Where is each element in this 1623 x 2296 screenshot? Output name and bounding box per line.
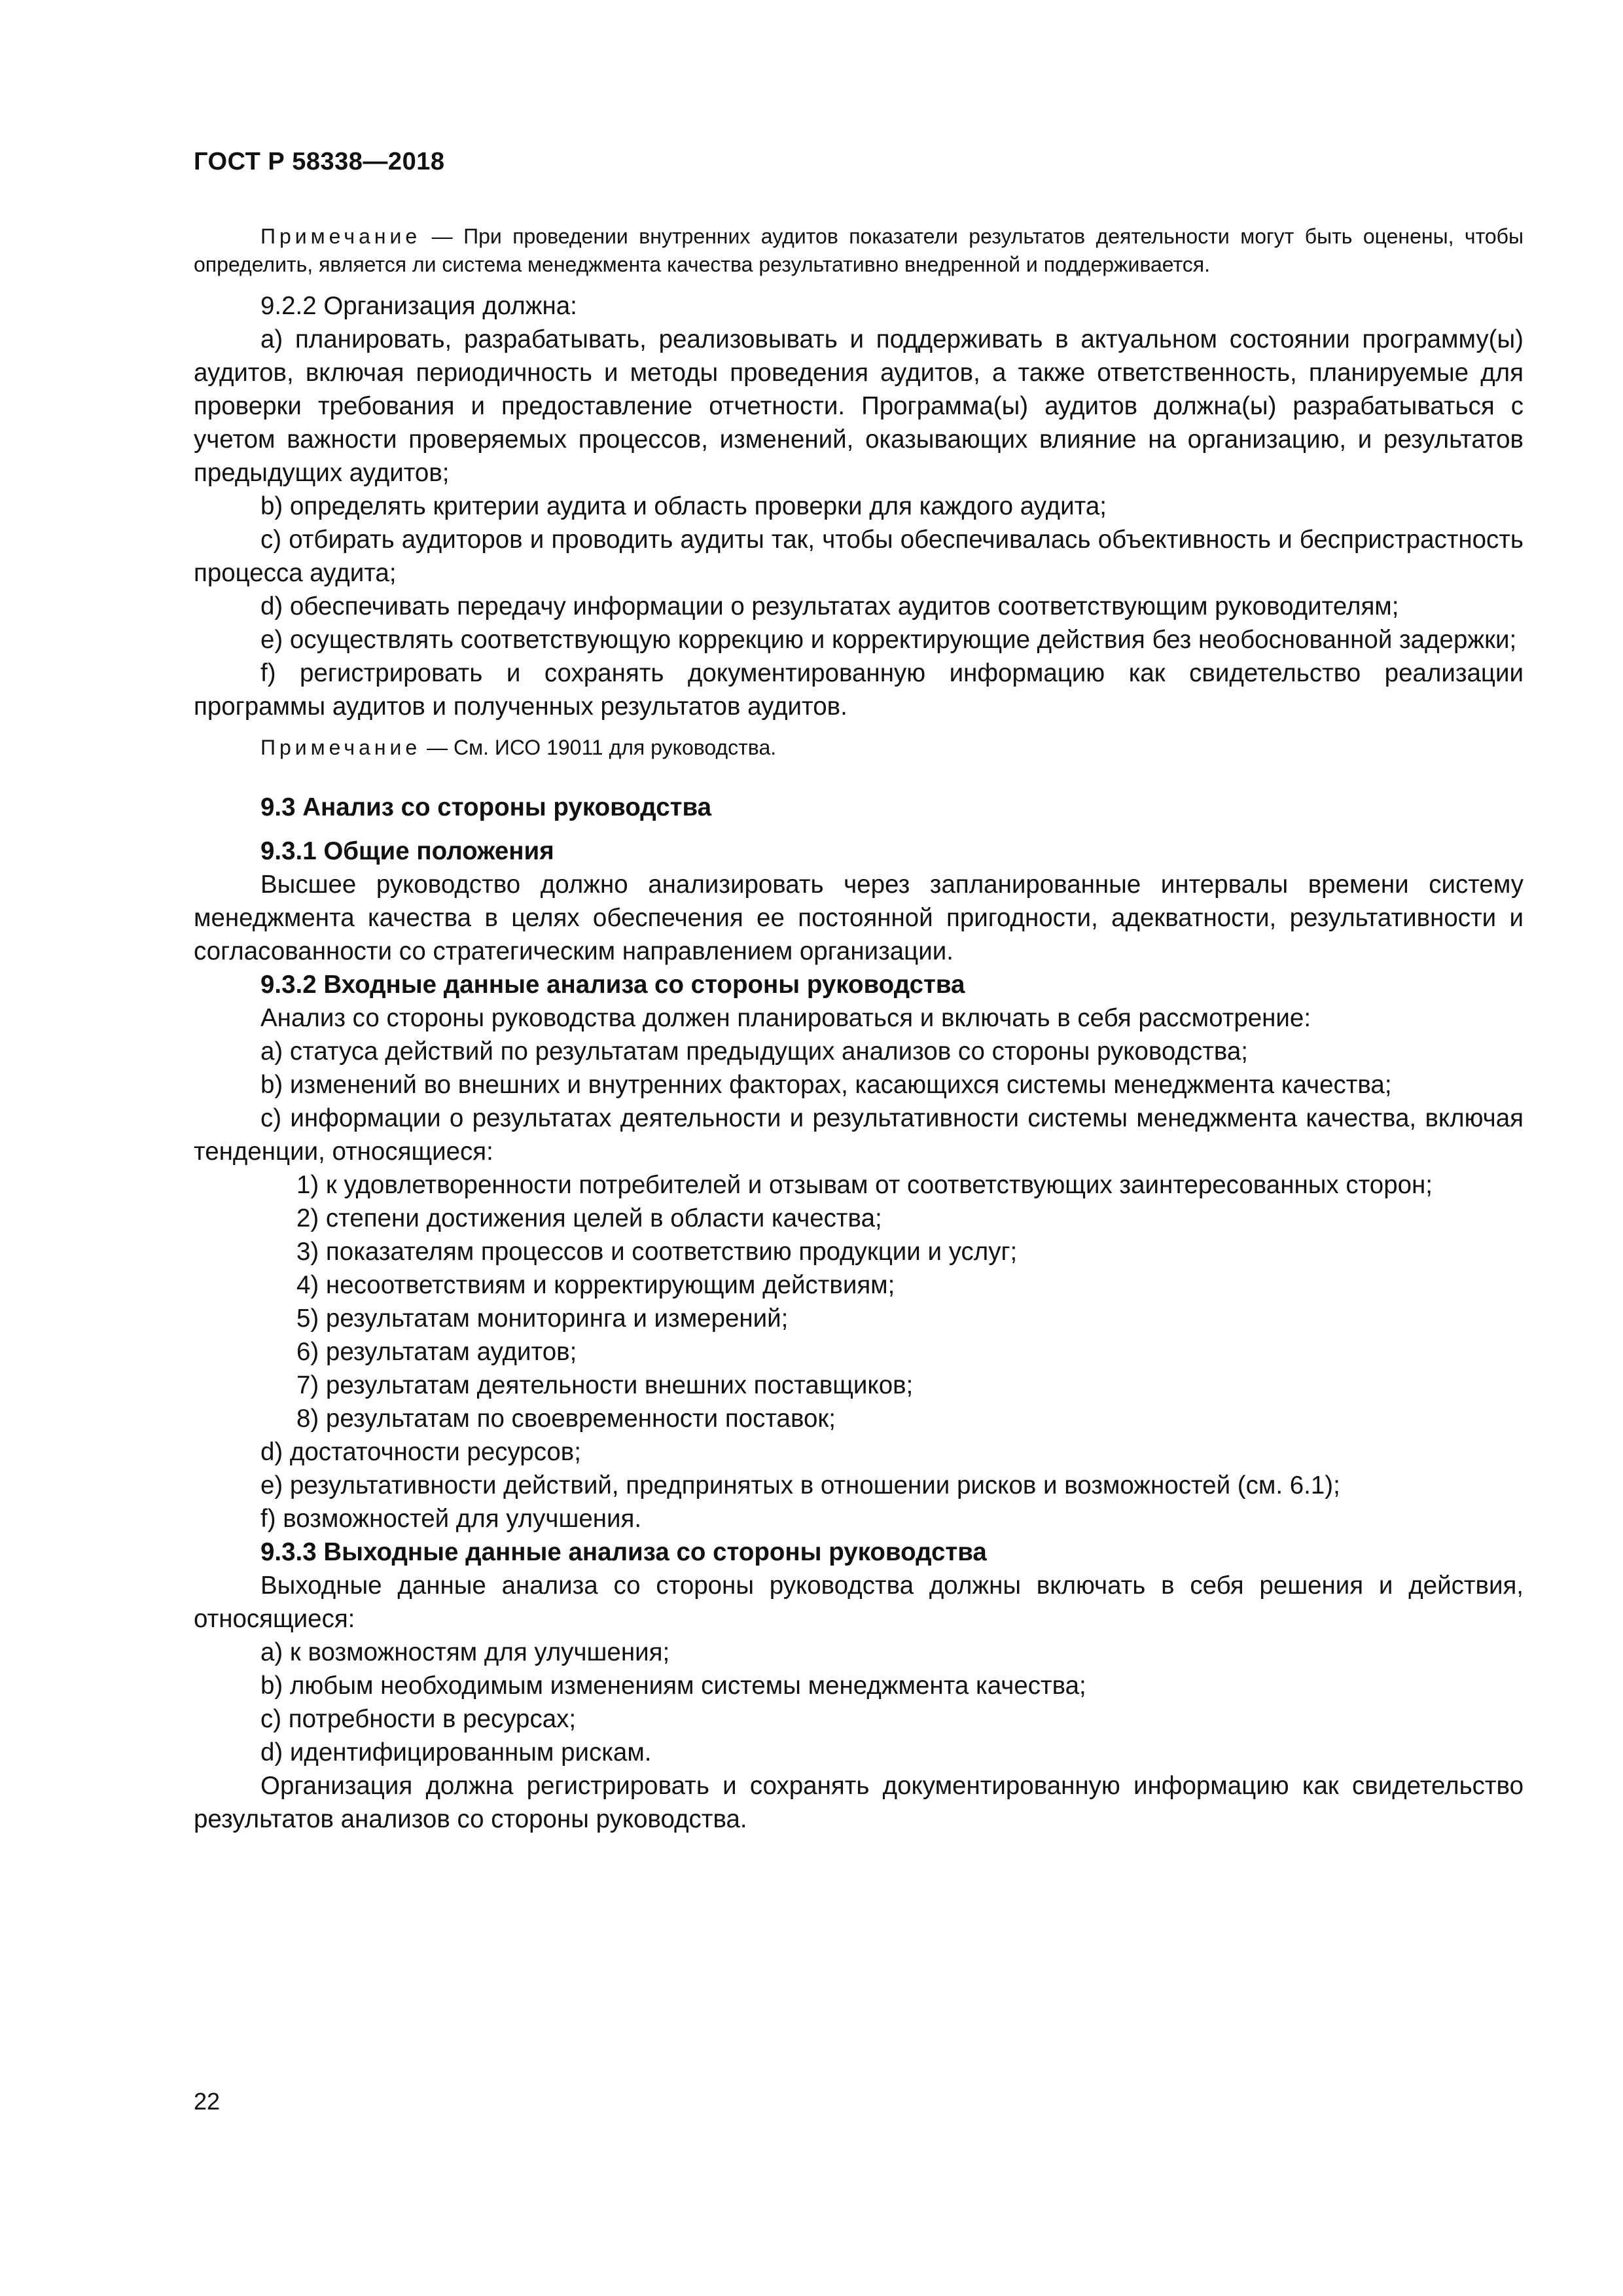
clause-933-b: b) любым необходимым изменениям системы менеджмента качества; (260, 1672, 1086, 1700)
clause-932-c: c) информации о результатах деятельности и результативности системы менеджмента качества, включая тенденции, относящиеся: (194, 1104, 1524, 1166)
note-label: Примечание (260, 224, 421, 248)
list-item: 4) несоответствиям и корректирующим действиям; (296, 1271, 895, 1299)
clause-933-a: a) к возможностям для улучшения; (260, 1638, 670, 1666)
clause-922-c: c) отбирать аудиторов и проводить аудиты так, чтобы обеспечивалась объективность и беспристрастность процесса аудита; (194, 526, 1524, 587)
note-text-2: — См. ИСО 19011 для руководства. (421, 736, 777, 759)
clause-922-a: a) планировать, разрабатывать, реализовывать и поддерживать в актуальном состоянии программу(ы) аудитов, включая периодичность и методы проведения аудитов, а также ответственность, планируемые для проверки требования и предоставление отчетности. Программа(ы) аудитов должна(ы) разрабатываться с учетом важности проверяемых процессов, изменений, оказывающих влияние на организацию, и результатов предыдущих аудитов; (194, 325, 1524, 487)
note-text: — При проведении внутренних аудитов показатели результатов деятельности могут быть оценены, чтобы определить, является ли система менеджмента качества результативно внедренной и поддерживается. (194, 224, 1524, 276)
clause-922-intro: 9.2.2 Организация должна: (260, 292, 577, 320)
clause-922-d: d) обеспечивать передачу информации о результатах аудитов соответствующим руководителям; (260, 592, 1399, 620)
clause-922-e: e) осуществлять соответствующую коррекцию и корректирующие действия без необоснованной задержки; (260, 626, 1517, 654)
clause-932-a: a) статуса действий по результатам предыдущих анализов со стороны руководства; (260, 1037, 1248, 1066)
clause-932-text: Анализ со стороны руководства должен планироваться и включать в себя рассмотрение: (260, 1004, 1311, 1032)
clause-932-f: f) возможностей для улучшения. (260, 1505, 642, 1533)
clause-922-b: b) определять критерии аудита и область проверки для каждого аудита; (260, 492, 1107, 520)
list-item: 5) результатам мониторинга и измерений; (296, 1304, 789, 1333)
list-item: 6) результатам аудитов; (296, 1338, 577, 1366)
clause-931-text: Высшее руководство должно анализировать через запланированные интервалы времени систему менеджмента качества в целях обеспечения ее постоянной пригодности, адекватности, результативности и согласованности со стратегическим направлением организации. (194, 870, 1524, 965)
clause-922-f: f) регистрировать и сохранять документированную информацию как свидетельство реализации программы аудитов и полученных результатов аудитов. (194, 659, 1524, 721)
list-item: 7) результатам деятельности внешних поставщиков; (296, 1371, 914, 1399)
clause-933-d: d) идентифицированным рискам. (260, 1738, 652, 1767)
clause-932-d: d) достаточности ресурсов; (260, 1438, 581, 1466)
clause-933-text: Выходные данные анализа со стороны руководства должны включать в себя решения и действия, относящиеся: (194, 1571, 1524, 1633)
list-item: 2) степени достижения целей в области качества; (296, 1204, 882, 1232)
list-item: 8) результатам по своевременности поставок; (296, 1405, 836, 1433)
clause-933-c: c) потребности в ресурсах; (260, 1705, 577, 1733)
page-content (194, 223, 1524, 1836)
note-paragraph-2 (194, 734, 1524, 762)
clause-933-heading: 9.3.3 Выходные данные анализа со стороны руководства (260, 1538, 987, 1566)
list-item: 1) к удовлетворенности потребителей и отзывам от соответствующих заинтересованных сторон; (296, 1171, 1433, 1199)
section-93-heading: 9.3 Анализ со стороны руководства (260, 793, 712, 821)
clause-932-b: b) изменений во внешних и внутренних факторах, касающихся системы менеджмента качества; (260, 1071, 1392, 1099)
clause-931-heading: 9.3.1 Общие положения (260, 837, 554, 865)
page-number: 22 (194, 2088, 221, 2115)
clause-932-heading: 9.3.2 Входные данные анализа со стороны руководства (260, 971, 965, 999)
note-paragraph (194, 223, 1524, 279)
note-label-2: Примечание (260, 736, 421, 759)
clause-933-final: Организация должна регистрировать и сохранять документированную информацию как свидетельство результатов анализов со стороны руководства. (194, 1772, 1524, 1833)
document-id-header: ГОСТ Р 58338—2018 (194, 148, 445, 175)
clause-932-e: e) результативности действий, предпринятых в отношении рисков и возможностей (см. 6.1); (260, 1471, 1340, 1499)
list-item: 3) показателям процессов и соответствию продукции и услуг; (296, 1238, 1018, 1266)
